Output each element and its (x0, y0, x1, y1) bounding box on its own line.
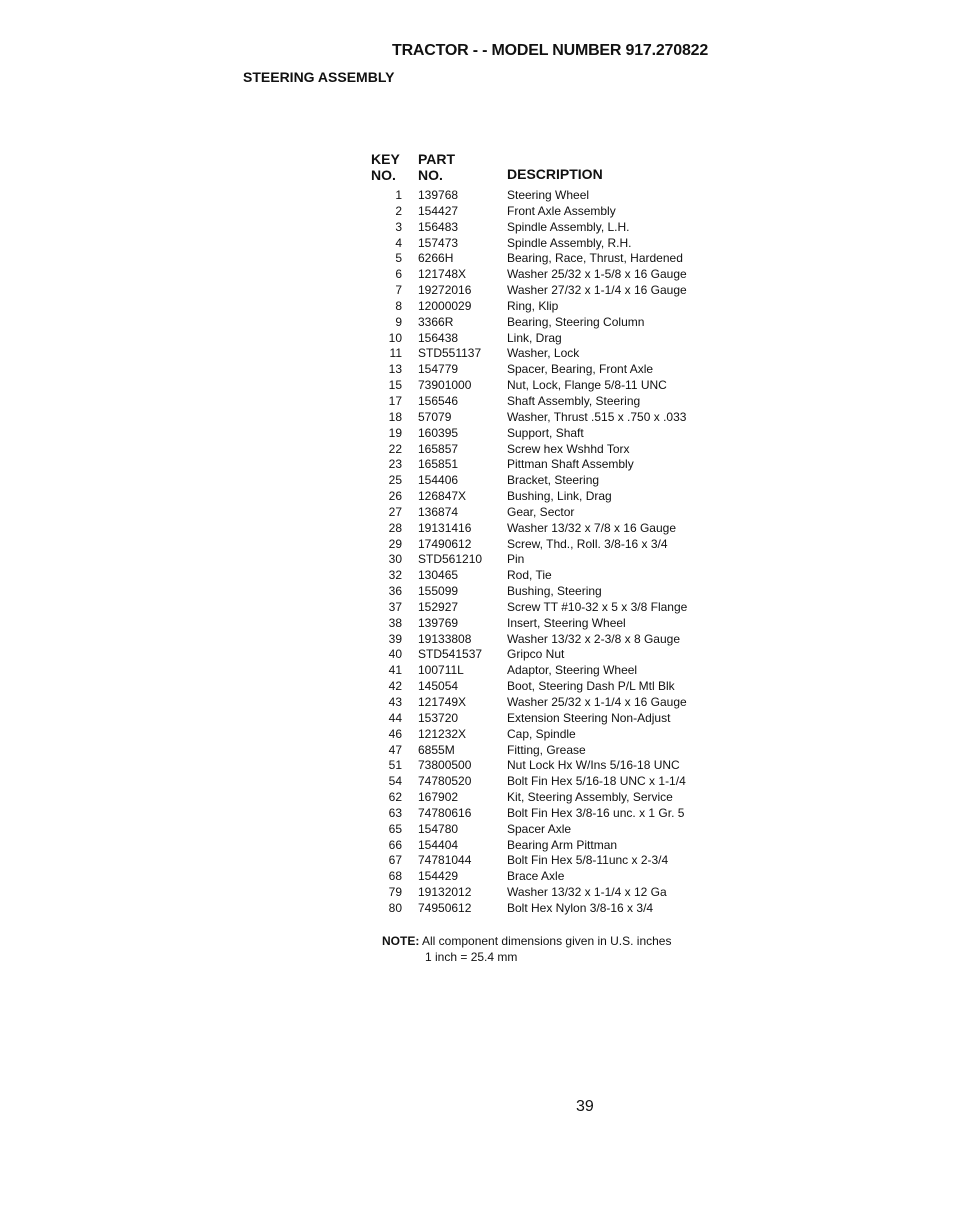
description-cell: Pittman Shaft Assembly (507, 457, 634, 472)
table-row (0, 679, 954, 695)
description-cell: Washer 13/32 x 7/8 x 16 Gauge (507, 520, 676, 535)
description-cell: Spindle Assembly, R.H. (507, 235, 632, 250)
part-no-cell: 156483 (418, 219, 459, 234)
description-cell: Gear, Sector (507, 504, 575, 519)
key-no-cell: 13 (388, 362, 402, 377)
part-no-cell: 156546 (418, 393, 459, 408)
column-header-description: DESCRIPTION (507, 166, 603, 182)
key-no-cell: 65 (388, 821, 402, 836)
table-row (0, 315, 954, 331)
description-cell: Washer, Lock (507, 346, 580, 361)
key-no-cell: 66 (388, 837, 402, 852)
part-no-cell: 121232X (418, 726, 467, 741)
description-cell: Bushing, Link, Drag (507, 489, 612, 504)
table-row (0, 267, 954, 283)
key-no-cell: 54 (388, 774, 402, 789)
description-cell: Washer 27/32 x 1-1/4 x 16 Gauge (507, 283, 687, 298)
description-cell: Bolt Fin Hex 5/8-11unc x 2-3/4 (507, 853, 669, 868)
key-no-cell: 6 (395, 267, 402, 282)
part-no-cell: 154779 (418, 362, 459, 377)
description-cell: Washer 25/32 x 1-5/8 x 16 Gauge (507, 267, 687, 282)
table-row (0, 552, 954, 568)
table-row (0, 695, 954, 711)
description-cell: Insert, Steering Wheel (507, 615, 626, 630)
description-cell: Spindle Assembly, L.H. (507, 219, 630, 234)
table-row (0, 410, 954, 426)
table-row (0, 457, 954, 473)
part-no-cell: 121748X (418, 267, 467, 282)
description-cell: Nut, Lock, Flange 5/8-11 UNC (507, 378, 667, 393)
table-row (0, 473, 954, 489)
key-no-cell: 63 (388, 805, 402, 820)
description-cell: Washer 13/32 x 1-1/4 x 12 Ga (507, 885, 667, 900)
table-row (0, 204, 954, 220)
key-no-cell: 22 (388, 441, 402, 456)
description-cell: Washer, Thrust .515 x .750 x .033 (507, 409, 687, 424)
key-no-cell: 43 (388, 695, 402, 709)
table-row (0, 600, 954, 616)
key-no-cell: 32 (388, 568, 402, 583)
table-row (0, 283, 954, 299)
description-cell: Bearing Arm Pittman (507, 837, 618, 852)
column-header-part-no (418, 151, 455, 183)
description-cell: Rod, Tie (507, 568, 552, 583)
key-no-cell: 41 (388, 663, 402, 678)
table-row (0, 632, 954, 648)
table-row (0, 442, 954, 458)
key-no-cell: 27 (388, 504, 402, 519)
description-cell: Screw TT #10-32 x 5 x 3/8 Flange (507, 599, 688, 614)
column-header-key-line1: KEY (371, 151, 400, 167)
table-row (0, 426, 954, 442)
part-no-cell: 152927 (418, 599, 459, 614)
part-no-cell: 153720 (418, 710, 459, 725)
part-no-cell: 73901000 (418, 378, 472, 393)
table-row (0, 346, 954, 362)
part-no-cell: 157473 (418, 235, 459, 250)
key-no-cell: 7 (395, 283, 402, 298)
description-cell: Bolt Fin Hex 5/16-18 UNC x 1-1/4 (507, 774, 686, 789)
key-no-cell: 10 (388, 330, 402, 345)
table-row (0, 505, 954, 521)
key-no-cell: 38 (388, 615, 402, 630)
description-cell: Kit, Steering Assembly, Service (507, 790, 673, 805)
note (382, 934, 671, 949)
part-no-cell: 121749X (418, 695, 467, 709)
part-no-cell: 154404 (418, 837, 459, 852)
description-cell: Spacer Axle (507, 821, 572, 836)
part-no-cell: 156438 (418, 330, 459, 345)
page-number: 39 (576, 1098, 594, 1115)
table-row (0, 790, 954, 806)
description-cell: Nut Lock Hx W/Ins 5/16-18 UNC (507, 758, 680, 773)
table-row (0, 362, 954, 378)
table-row (0, 537, 954, 553)
key-no-cell: 80 (388, 900, 402, 915)
part-no-cell: 100711L (418, 663, 464, 678)
part-no-cell: 130465 (418, 568, 459, 583)
part-no-cell: 155099 (418, 584, 459, 599)
key-no-cell: 11 (389, 346, 402, 361)
table-row (0, 853, 954, 869)
table-row (0, 378, 954, 394)
description-cell: Pin (507, 552, 525, 567)
part-no-cell: STD561210 (418, 552, 483, 567)
key-no-cell: 62 (388, 790, 402, 805)
key-no-cell: 4 (395, 235, 402, 250)
table-row (0, 584, 954, 600)
description-cell: Steering Wheel (507, 188, 590, 202)
table-row (0, 568, 954, 584)
part-no-cell: 74780520 (418, 774, 472, 789)
key-no-cell: 5 (395, 251, 402, 266)
table-row (0, 774, 954, 790)
key-no-cell: 37 (388, 599, 402, 614)
table-row (0, 394, 954, 410)
note-text: All component dimensions given in U.S. inches (422, 934, 672, 948)
key-no-cell: 42 (388, 679, 402, 694)
description-cell: Cap, Spindle (507, 726, 576, 741)
key-no-cell: 19 (388, 425, 402, 440)
part-no-cell: 167902 (418, 790, 459, 805)
key-no-cell: 3 (395, 219, 402, 234)
description-cell: Bolt Fin Hex 3/8-16 unc. x 1 Gr. 5 (507, 805, 685, 820)
key-no-cell: 18 (388, 409, 402, 424)
table-row (0, 663, 954, 679)
part-no-cell: 139769 (418, 615, 459, 630)
description-cell: Fitting, Grease (507, 742, 586, 757)
column-header-part-line1: PART (418, 151, 456, 167)
description-cell: Support, Shaft (507, 425, 584, 440)
part-no-cell: STD541537 (418, 647, 483, 662)
key-no-cell: 2 (395, 203, 402, 218)
part-no-cell: 74950612 (418, 900, 472, 915)
description-cell: Screw, Thd., Roll. 3/8-16 x 3/4 (507, 536, 668, 551)
part-no-cell: 73800500 (418, 758, 472, 773)
table-row (0, 188, 954, 204)
key-no-cell: 51 (388, 758, 402, 773)
description-cell: Shaft Assembly, Steering (507, 393, 641, 408)
table-row (0, 727, 954, 743)
key-no-cell: 79 (388, 885, 402, 900)
description-cell: Bolt Hex Nylon 3/8-16 x 3/4 (507, 900, 654, 915)
part-no-cell: 19272016 (418, 283, 472, 298)
key-no-cell: 47 (388, 742, 402, 757)
note-label: NOTE: (382, 934, 420, 948)
part-no-cell: 154406 (418, 473, 459, 488)
part-no-cell: 165851 (418, 457, 459, 472)
table-row (0, 616, 954, 632)
table-row (0, 331, 954, 347)
description-cell: Screw hex Wshhd Torx (507, 441, 630, 456)
part-no-cell: 154780 (418, 821, 459, 836)
key-no-cell: 17 (388, 393, 402, 408)
table-row (0, 251, 954, 267)
part-no-cell: 19131416 (418, 520, 472, 535)
description-cell: Washer 13/32 x 2-3/8 x 8 Gauge (507, 631, 680, 646)
table-row (0, 743, 954, 759)
table-row (0, 489, 954, 505)
table-row (0, 647, 954, 663)
part-no-cell: 154427 (418, 203, 459, 218)
description-cell: Link, Drag (507, 330, 562, 345)
part-no-cell: 139768 (418, 188, 459, 202)
column-header-part-line2: NO. (418, 167, 443, 183)
parts-table (0, 188, 954, 917)
key-no-cell: 15 (388, 378, 402, 393)
key-no-cell: 26 (388, 489, 402, 504)
table-row (0, 869, 954, 885)
description-cell: Bushing, Steering (507, 584, 602, 599)
description-cell: Bearing, Steering Column (507, 314, 645, 329)
description-cell: Extension Steering Non-Adjust (507, 710, 671, 725)
key-no-cell: 36 (388, 584, 402, 599)
part-no-cell: 19133808 (418, 631, 472, 646)
key-no-cell: 68 (388, 869, 402, 884)
key-no-cell: 40 (388, 647, 402, 662)
key-no-cell: 30 (388, 552, 402, 567)
description-cell: Gripco Nut (507, 647, 565, 662)
part-no-cell: 145054 (418, 679, 459, 694)
column-header-key-line2: NO. (371, 167, 396, 183)
part-no-cell: 17490612 (418, 536, 472, 551)
key-no-cell: 8 (395, 298, 402, 313)
table-row (0, 711, 954, 727)
part-no-cell: 165857 (418, 441, 459, 456)
key-no-cell: 39 (388, 631, 402, 646)
key-no-cell: 28 (388, 520, 402, 535)
note-conversion: 1 inch = 25.4 mm (425, 950, 518, 964)
description-cell: Adaptor, Steering Wheel (507, 663, 638, 678)
table-row (0, 822, 954, 838)
key-no-cell: 23 (388, 457, 402, 472)
description-cell: Bearing, Race, Thrust, Hardened (507, 251, 683, 266)
description-cell: Brace Axle (507, 869, 565, 884)
description-cell: Boot, Steering Dash P/L Mtl Blk (507, 679, 675, 694)
part-no-cell: 57079 (418, 409, 452, 424)
key-no-cell: 25 (388, 473, 402, 488)
part-no-cell: 160395 (418, 425, 459, 440)
key-no-cell: 29 (388, 536, 402, 551)
section-title: STEERING ASSEMBLY (243, 69, 395, 85)
part-no-cell: 6855M (418, 742, 455, 757)
part-no-cell: STD551137 (418, 346, 482, 361)
key-no-cell: 44 (388, 710, 402, 725)
part-no-cell: 74780616 (418, 805, 472, 820)
part-no-cell: 6266H (418, 251, 454, 266)
part-no-cell: 19132012 (418, 885, 472, 900)
key-no-cell: 9 (395, 314, 402, 329)
table-row (0, 236, 954, 252)
part-no-cell: 74781044 (418, 853, 472, 868)
table-row (0, 838, 954, 854)
table-row (0, 521, 954, 537)
part-no-cell: 154429 (418, 869, 459, 884)
table-row (0, 901, 954, 917)
description-cell: Ring, Klip (507, 298, 559, 313)
column-header-key-no (371, 151, 400, 183)
table-row (0, 220, 954, 236)
table-row (0, 299, 954, 315)
description-cell: Spacer, Bearing, Front Axle (507, 362, 654, 377)
part-no-cell: 3366R (418, 314, 454, 329)
part-no-cell: 12000029 (418, 298, 472, 313)
key-no-cell: 1 (395, 188, 402, 202)
part-no-cell: 126847X (418, 489, 467, 504)
table-row (0, 885, 954, 901)
description-cell: Washer 25/32 x 1-1/4 x 16 Gauge (507, 695, 687, 709)
key-no-cell: 46 (388, 726, 402, 741)
part-no-cell: 136874 (418, 504, 459, 519)
description-cell: Bracket, Steering (507, 473, 600, 488)
page-title: TRACTOR - - MODEL NUMBER 917.270822 (392, 42, 709, 59)
table-row (0, 758, 954, 774)
key-no-cell: 67 (388, 853, 402, 868)
description-cell: Front Axle Assembly (507, 203, 616, 218)
table-row (0, 806, 954, 822)
